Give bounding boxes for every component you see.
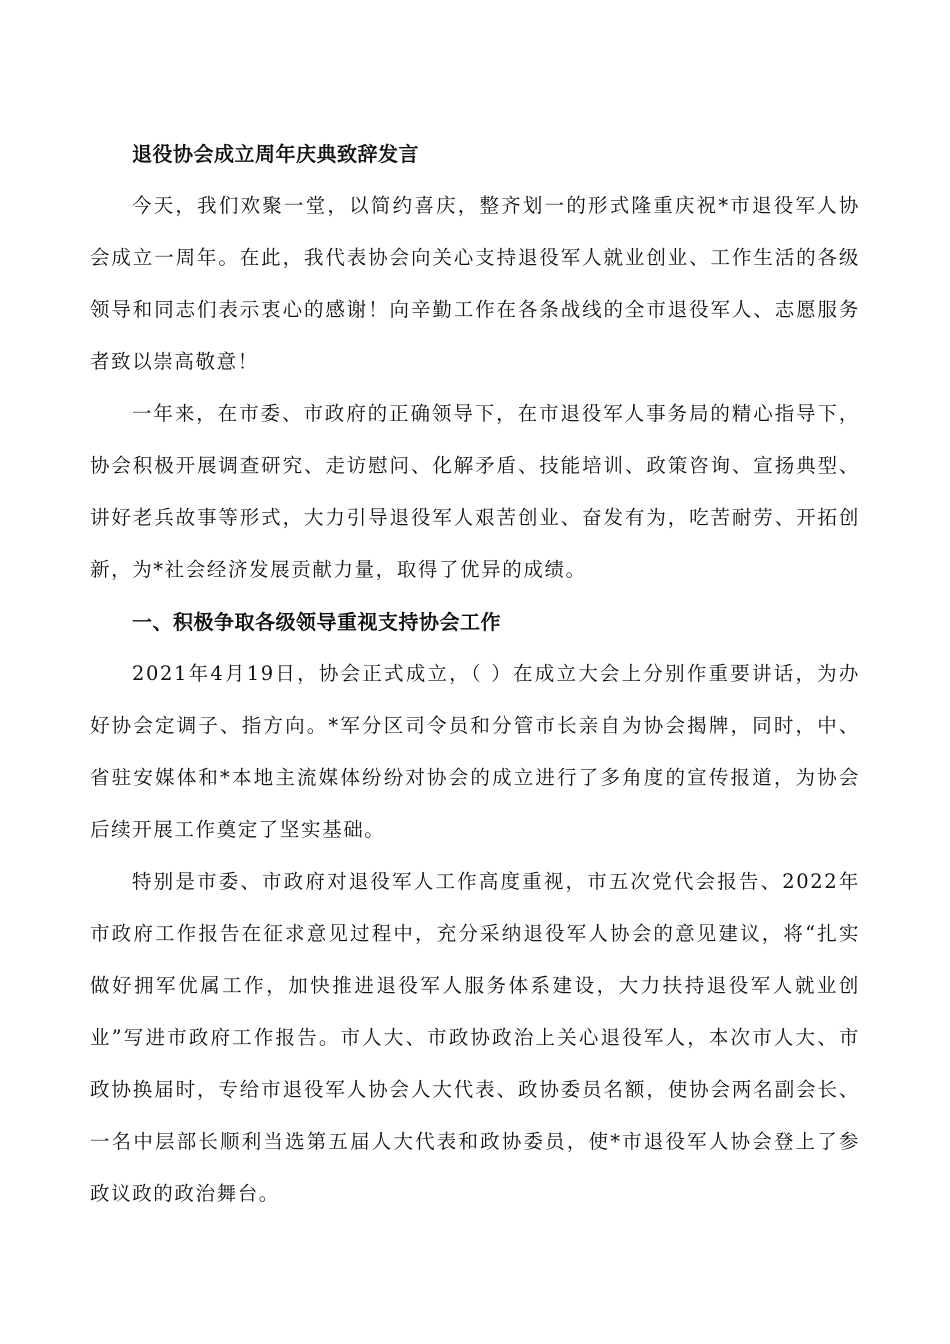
document-page (90, 128, 860, 1220)
paragraph-founding: 2021年4月19日，协会正式成立，（ ）在成立大会上分别作重要讲话，为办好协会定调子、指方向。*军分区司令员和分管市长亲自为协会揭牌，同时，中、省驻安媒体和*本地主流媒体纷纷对协会的成立进行了多角度的宣传报道，为协会后续开展工作奠定了坚实基础。 (90, 662, 860, 841)
document-title: 退役协会成立周年庆典致辞发言 (132, 142, 419, 166)
section-heading: 一、积极争取各级领导重视支持协会工作 (132, 610, 501, 634)
paragraph-government-support: 特别是市委、市政府对退役军人工作高度重视，市五次党代会报告、2022年市政府工作报告在征求意见过程中，充分采纳退役军人协会的意见建议，将“扎实做好拥军优属工作，加快推进退役军人服务体系建设，大力扶持退役军人就业创业”写进市政府工作报告。市人大、市政协政治上关心退役军人，本次市人大、市政协换届时，专给市退役军人协会人大代表、政协委员名额，使协会两名副会长、一名中层部长顺利当选第五届人大代表和政协委员，使*市退役军人协会登上了参政议政的政治舞台。 (90, 870, 860, 1205)
paragraph-achievements: 一年来，在市委、市政府的正确领导下，在市退役军人事务局的精心指导下，协会积极开展调查研究、走访慰问、化解矛盾、技能培训、政策咨询、宣扬典型、讲好老兵故事等形式，大力引导退役军人艰苦创业、奋发有为，吃苦耐劳、开拓创新，为*社会经济发展贡献力量，取得了优异的成绩。 (90, 402, 860, 581)
paragraph-opening: 今天，我们欢聚一堂，以简约喜庆，整齐划一的形式隆重庆祝*市退役军人协会成立一周年。在此，我代表协会向关心支持退役军人就业创业、工作生活的各级领导和同志们表示衷心的感谢！向辛勤工作在各条战线的全市退役军人、志愿服务者致以崇高敬意！ (90, 194, 860, 373)
